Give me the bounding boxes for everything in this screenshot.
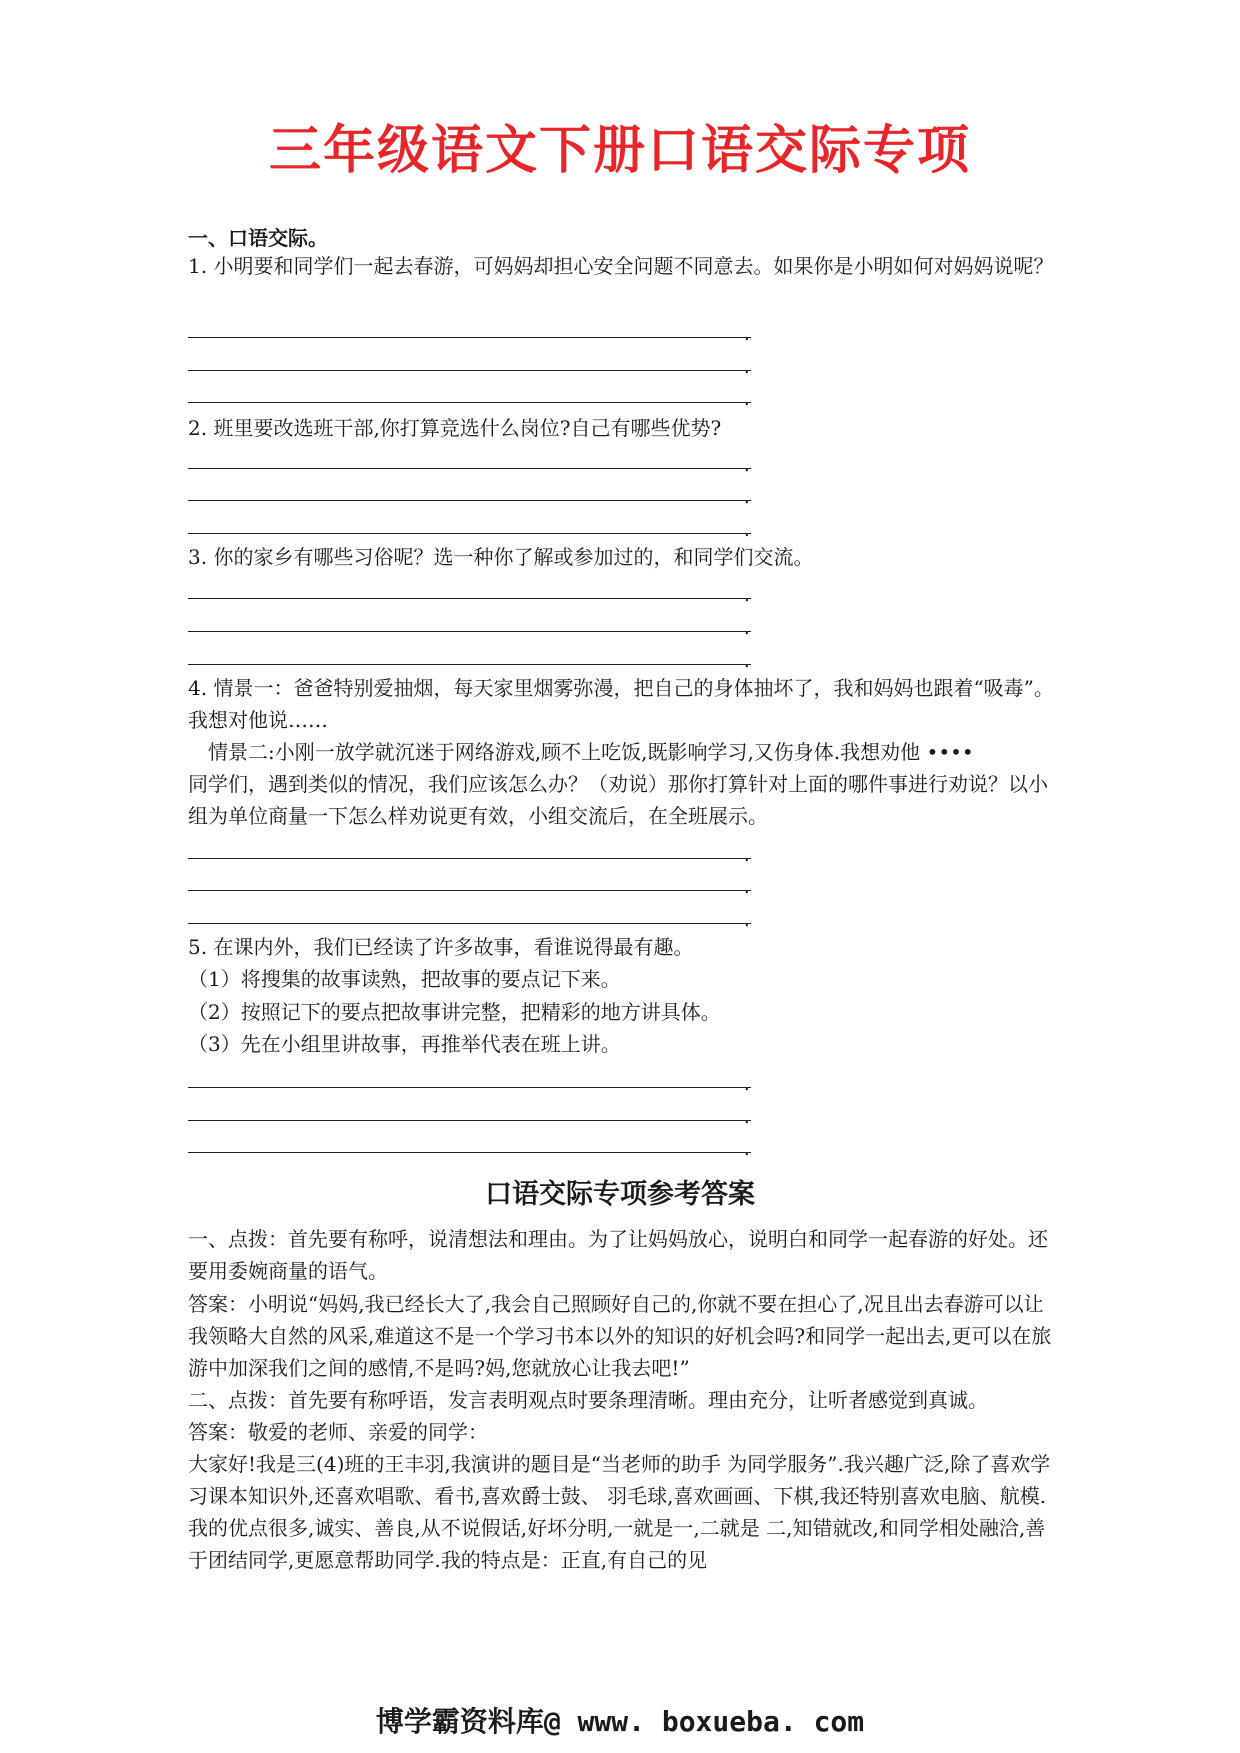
question-3: 3. 你的家乡有哪些习俗呢？选一种你了解或参加过的，和同学们交流。 [188,545,814,569]
line-end: . [744,357,750,378]
question-5: 5. 在课内外，我们已经读了许多故事，看谁说得最有趣。 [188,935,694,959]
answer-line[interactable] [188,370,751,371]
line-end: . [744,1074,750,1095]
line-end: . [744,618,750,639]
answer-line[interactable] [188,598,751,599]
line-end: . [744,487,750,508]
answer-line[interactable] [188,1120,751,1121]
question-4-prompt: 同学们，遇到类似的情况，我们应该怎么办？（劝说）那你打算针对上面的哪件事进行劝说？以小组为单位商量一下怎么样劝说更有效，小组交流后，在全班展示。 [188,772,1048,828]
answer-line[interactable] [188,890,751,891]
answer-line[interactable] [188,1152,751,1153]
answer-line[interactable] [188,337,751,338]
line-end: . [744,1139,750,1160]
answer-2-body: 大家好!我是三(4)班的王丰羽,我演讲的题目是“当老师的助手 为同学服务”.我兴趣广泛,除了喜欢学习课本知识外,还喜欢唱歌、看书,喜欢爵士鼓、 羽毛球,喜欢画画、下棋,我还特别喜欢电脑、航模.我的优点很多,诚实、善良,从不说假话,好坏分明,一就是一,二就是 二,知错就改,和同学相处融洽,善于团结同学,更愿意帮助同学.我的特点是：正直,有自己的见 [188,1452,1051,1572]
line-end: . [744,877,750,898]
answer-1-hint: 一、点拨：首先要有称呼，说清想法和理由。为了让妈妈放心，说明白和同学一起春游的好处。还要用委婉商量的语气。 [188,1227,1048,1283]
footer-watermark: 博学霸资料库@ www. boxueba. com [375,1705,865,1738]
line-end: . [744,324,750,345]
question-2: 2. 班里要改选班干部,你打算竞选什么岗位?自己有哪些优势? [188,416,722,440]
question-4-scene-2: 情景二:小刚一放学就沉迷于网络游戏,顾不上吃饭,既影响学习,又伤身体.我想劝他 •••• [188,740,974,764]
answer-line[interactable] [188,1087,751,1088]
line-end: . [744,389,750,410]
answer-section-title: 口语交际专项参考答案 [485,1179,755,1210]
line-end: . [744,1107,750,1128]
answer-line[interactable] [188,500,751,501]
question-5-step-2: （2）按照记下的要点把故事讲完整，把精彩的地方讲具体。 [188,1000,721,1024]
line-end: . [744,520,750,541]
line-end: . [744,651,750,672]
answer-line[interactable] [188,664,751,665]
line-end: . [744,845,750,866]
answer-line[interactable] [188,923,751,924]
line-end: . [744,585,750,606]
answer-line[interactable] [188,533,751,534]
question-1: 1. 小明要和同学们一起去春游，可妈妈却担心安全问题不同意去。如果你是小明如何对妈妈说呢？ [188,254,1054,278]
line-end: . [744,910,750,931]
section-heading: 一、口语交际。 [188,226,328,250]
answer-line[interactable] [188,402,751,403]
answer-2-hint: 二、点拨：首先要有称呼语，发言表明观点时要条理清晰。理由充分，让听者感觉到真诚。 [188,1388,988,1412]
answer-line[interactable] [188,631,751,632]
answer-2-greeting: 答案：敬爱的老师、亲爱的同学： [188,1420,488,1444]
answer-line[interactable] [188,468,751,469]
question-5-step-3: （3）先在小组里讲故事，再推举代表在班上讲。 [188,1032,621,1056]
line-end: . [744,455,750,476]
page-title: 三年级语文下册口语交际专项 [268,120,971,181]
answer-1-text: 答案：小明说“妈妈,我已经长大了,我会自己照顾好自己的,你就不要在担心了,况且出去春游可以让我领略大自然的风采,难道这不是一个学习书本以外的知识的好机会吗?和同学一起出去,更可以在旅游中加深我们之间的感情,不是吗?妈,您就放心让我去吧!” [188,1292,1052,1380]
question-4-scene-1: 4. 情景一：爸爸特别爱抽烟，每天家里烟雾弥漫，把自己的身体抽坏了，我和妈妈也跟着“吸毒”。我想对他说…… [188,676,1054,732]
answer-line[interactable] [188,858,751,859]
question-5-step-1: （1）将搜集的故事读熟，把故事的要点记下来。 [188,967,621,991]
